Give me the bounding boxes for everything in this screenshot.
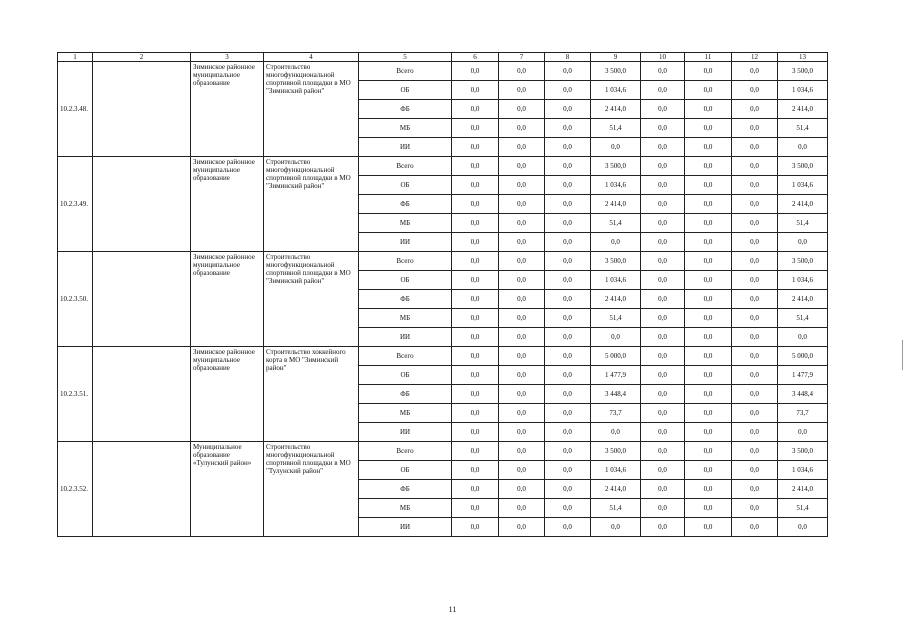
organization-name: Зиминское районное муниципальное образование bbox=[191, 62, 264, 157]
funding-source: ФБ bbox=[359, 100, 452, 119]
value-cell: 0,0 bbox=[685, 366, 732, 385]
value-cell: 0,0 bbox=[641, 366, 685, 385]
value-cell: 3 500,0 bbox=[778, 252, 828, 271]
value-cell: 0,0 bbox=[641, 176, 685, 195]
value-cell: 0,0 bbox=[452, 385, 499, 404]
value-cell: 0,0 bbox=[499, 214, 545, 233]
header-cell: 3 bbox=[191, 53, 264, 62]
funding-source: ОБ bbox=[359, 81, 452, 100]
value-cell: 0,0 bbox=[499, 309, 545, 328]
value-cell: 0,0 bbox=[499, 81, 545, 100]
value-cell: 0,0 bbox=[452, 366, 499, 385]
value-cell: 0,0 bbox=[685, 461, 732, 480]
value-cell: 0,0 bbox=[499, 366, 545, 385]
value-cell: 0,0 bbox=[641, 233, 685, 252]
funding-source: МБ bbox=[359, 404, 452, 423]
value-cell: 0,0 bbox=[732, 480, 778, 499]
funding-source: МБ bbox=[359, 499, 452, 518]
value-cell: 51,4 bbox=[778, 499, 828, 518]
value-cell: 0,0 bbox=[732, 461, 778, 480]
value-cell: 0,0 bbox=[499, 157, 545, 176]
value-cell: 0,0 bbox=[499, 290, 545, 309]
empty-cell bbox=[93, 62, 191, 157]
value-cell: 73,7 bbox=[591, 404, 641, 423]
value-cell: 0,0 bbox=[732, 233, 778, 252]
value-cell: 0,0 bbox=[732, 214, 778, 233]
value-cell: 0,0 bbox=[499, 499, 545, 518]
value-cell: 1 034,6 bbox=[591, 461, 641, 480]
value-cell: 0,0 bbox=[499, 461, 545, 480]
value-cell: 0,0 bbox=[499, 385, 545, 404]
value-cell: 0,0 bbox=[685, 309, 732, 328]
value-cell: 0,0 bbox=[685, 423, 732, 442]
value-cell: 0,0 bbox=[641, 461, 685, 480]
value-cell: 0,0 bbox=[452, 461, 499, 480]
value-cell: 0,0 bbox=[452, 100, 499, 119]
value-cell: 0,0 bbox=[545, 138, 591, 157]
funding-source: ФБ bbox=[359, 385, 452, 404]
value-cell: 0,0 bbox=[545, 309, 591, 328]
value-cell: 0,0 bbox=[685, 100, 732, 119]
value-cell: 0,0 bbox=[452, 442, 499, 461]
value-cell: 0,0 bbox=[732, 252, 778, 271]
value-cell: 0,0 bbox=[641, 138, 685, 157]
funding-source: ИИ bbox=[359, 328, 452, 347]
value-cell: 0,0 bbox=[591, 233, 641, 252]
empty-cell bbox=[93, 442, 191, 537]
value-cell: 0,0 bbox=[641, 480, 685, 499]
funding-source: Всего bbox=[359, 347, 452, 366]
value-cell: 0,0 bbox=[685, 157, 732, 176]
value-cell: 0,0 bbox=[452, 423, 499, 442]
value-cell: 0,0 bbox=[685, 138, 732, 157]
value-cell: 0,0 bbox=[778, 138, 828, 157]
value-cell: 0,0 bbox=[545, 366, 591, 385]
value-cell: 0,0 bbox=[641, 328, 685, 347]
header-cell: 4 bbox=[264, 53, 359, 62]
project-description: Строительство многофункциональной спортивной площадки в МО "Зиминский район" bbox=[264, 157, 359, 252]
value-cell: 0,0 bbox=[545, 385, 591, 404]
header-cell: 7 bbox=[499, 53, 545, 62]
value-cell: 51,4 bbox=[591, 214, 641, 233]
value-cell: 0,0 bbox=[732, 81, 778, 100]
value-cell: 1 034,6 bbox=[778, 461, 828, 480]
value-cell: 51,4 bbox=[591, 309, 641, 328]
funding-source: ФБ bbox=[359, 290, 452, 309]
empty-cell bbox=[93, 157, 191, 252]
value-cell: 0,0 bbox=[591, 423, 641, 442]
value-cell: 0,0 bbox=[641, 119, 685, 138]
value-cell: 0,0 bbox=[778, 328, 828, 347]
value-cell: 0,0 bbox=[452, 404, 499, 423]
value-cell: 0,0 bbox=[452, 518, 499, 537]
value-cell: 0,0 bbox=[499, 271, 545, 290]
header-cell: 2 bbox=[93, 53, 191, 62]
value-cell: 0,0 bbox=[499, 442, 545, 461]
funding-source: Всего bbox=[359, 157, 452, 176]
value-cell: 3 500,0 bbox=[778, 442, 828, 461]
value-cell: 0,0 bbox=[545, 423, 591, 442]
value-cell: 0,0 bbox=[591, 518, 641, 537]
organization-name: Зиминское районное муниципальное образование bbox=[191, 157, 264, 252]
value-cell: 0,0 bbox=[685, 385, 732, 404]
value-cell: 0,0 bbox=[732, 385, 778, 404]
value-cell: 0,0 bbox=[545, 347, 591, 366]
funding-source: МБ bbox=[359, 214, 452, 233]
project-description: Строительство многофункциональной спортивной площадки в МО "Зиминский район" bbox=[264, 62, 359, 157]
value-cell: 0,0 bbox=[732, 423, 778, 442]
value-cell: 0,0 bbox=[732, 309, 778, 328]
value-cell: 3 500,0 bbox=[591, 252, 641, 271]
value-cell: 1 034,6 bbox=[591, 81, 641, 100]
project-description: Строительство многофункциональной спортивной площадки в МО "Тулунский район" bbox=[264, 442, 359, 537]
value-cell: 0,0 bbox=[641, 252, 685, 271]
funding-source: ФБ bbox=[359, 480, 452, 499]
value-cell: 51,4 bbox=[778, 214, 828, 233]
value-cell: 0,0 bbox=[452, 309, 499, 328]
value-cell: 0,0 bbox=[685, 62, 732, 81]
organization-name: Зиминское районное муниципальное образование bbox=[191, 252, 264, 347]
header-cell: 11 bbox=[685, 53, 732, 62]
funding-source: ИИ bbox=[359, 518, 452, 537]
value-cell: 0,0 bbox=[545, 499, 591, 518]
value-cell: 0,0 bbox=[499, 176, 545, 195]
value-cell: 1 034,6 bbox=[778, 271, 828, 290]
value-cell: 0,0 bbox=[685, 328, 732, 347]
value-cell: 2 414,0 bbox=[591, 100, 641, 119]
value-cell: 0,0 bbox=[685, 347, 732, 366]
value-cell: 0,0 bbox=[545, 480, 591, 499]
value-cell: 0,0 bbox=[452, 195, 499, 214]
value-cell: 0,0 bbox=[732, 518, 778, 537]
header-cell: 13 bbox=[778, 53, 828, 62]
value-cell: 1 034,6 bbox=[591, 176, 641, 195]
value-cell: 0,0 bbox=[685, 290, 732, 309]
value-cell: 1 477,9 bbox=[591, 366, 641, 385]
value-cell: 0,0 bbox=[545, 404, 591, 423]
project-description: Строительство хоккейного корта в МО "Зиминский район" bbox=[264, 347, 359, 442]
value-cell: 0,0 bbox=[452, 499, 499, 518]
value-cell: 0,0 bbox=[732, 62, 778, 81]
value-cell: 0,0 bbox=[545, 157, 591, 176]
table-row bbox=[58, 347, 828, 366]
value-cell: 0,0 bbox=[641, 347, 685, 366]
value-cell: 0,0 bbox=[452, 233, 499, 252]
value-cell: 0,0 bbox=[732, 195, 778, 214]
funding-source: ИИ bbox=[359, 233, 452, 252]
value-cell: 3 500,0 bbox=[591, 157, 641, 176]
organization-name: Муниципальное образование «Тулунский район» bbox=[191, 442, 264, 537]
value-cell: 5 000,0 bbox=[778, 347, 828, 366]
value-cell: 0,0 bbox=[499, 423, 545, 442]
value-cell: 0,0 bbox=[545, 328, 591, 347]
value-cell: 0,0 bbox=[452, 347, 499, 366]
value-cell: 0,0 bbox=[499, 404, 545, 423]
value-cell: 0,0 bbox=[499, 138, 545, 157]
value-cell: 0,0 bbox=[499, 480, 545, 499]
funding-source: Всего bbox=[359, 252, 452, 271]
table-body bbox=[58, 53, 828, 537]
value-cell: 0,0 bbox=[685, 195, 732, 214]
funding-source: Всего bbox=[359, 442, 452, 461]
value-cell: 0,0 bbox=[452, 119, 499, 138]
funding-source: ФБ bbox=[359, 195, 452, 214]
value-cell: 0,0 bbox=[545, 81, 591, 100]
value-cell: 3 500,0 bbox=[591, 442, 641, 461]
value-cell: 0,0 bbox=[685, 233, 732, 252]
value-cell: 0,0 bbox=[545, 119, 591, 138]
value-cell: 0,0 bbox=[641, 271, 685, 290]
value-cell: 0,0 bbox=[641, 423, 685, 442]
value-cell: 0,0 bbox=[732, 271, 778, 290]
value-cell: 0,0 bbox=[732, 328, 778, 347]
value-cell: 0,0 bbox=[685, 499, 732, 518]
value-cell: 3 448,4 bbox=[778, 385, 828, 404]
value-cell: 0,0 bbox=[452, 62, 499, 81]
value-cell: 0,0 bbox=[685, 176, 732, 195]
value-cell: 0,0 bbox=[641, 214, 685, 233]
value-cell: 0,0 bbox=[499, 518, 545, 537]
value-cell: 0,0 bbox=[452, 214, 499, 233]
organization-name: Зиминское районное муниципальное образование bbox=[191, 347, 264, 442]
value-cell: 0,0 bbox=[452, 252, 499, 271]
funding-source: МБ bbox=[359, 309, 452, 328]
value-cell: 0,0 bbox=[545, 195, 591, 214]
value-cell: 0,0 bbox=[641, 385, 685, 404]
value-cell: 0,0 bbox=[545, 442, 591, 461]
funding-source: ИИ bbox=[359, 423, 452, 442]
item-code: 10.2.3.51. bbox=[58, 347, 93, 442]
value-cell: 0,0 bbox=[452, 81, 499, 100]
value-cell: 0,0 bbox=[452, 138, 499, 157]
value-cell: 0,0 bbox=[685, 119, 732, 138]
value-cell: 2 414,0 bbox=[778, 195, 828, 214]
value-cell: 0,0 bbox=[685, 480, 732, 499]
header-cell: 9 bbox=[591, 53, 641, 62]
funding-source: ИИ bbox=[359, 138, 452, 157]
table-row bbox=[58, 252, 828, 271]
value-cell: 3 500,0 bbox=[778, 157, 828, 176]
header-cell: 10 bbox=[641, 53, 685, 62]
value-cell: 0,0 bbox=[778, 518, 828, 537]
value-cell: 0,0 bbox=[499, 62, 545, 81]
value-cell: 0,0 bbox=[685, 81, 732, 100]
value-cell: 3 448,4 bbox=[591, 385, 641, 404]
value-cell: 0,0 bbox=[499, 119, 545, 138]
table-row bbox=[58, 62, 828, 81]
value-cell: 0,0 bbox=[545, 461, 591, 480]
value-cell: 51,4 bbox=[591, 499, 641, 518]
value-cell: 51,4 bbox=[778, 119, 828, 138]
value-cell: 0,0 bbox=[732, 404, 778, 423]
value-cell: 0,0 bbox=[641, 290, 685, 309]
value-cell: 0,0 bbox=[641, 404, 685, 423]
value-cell: 0,0 bbox=[732, 100, 778, 119]
value-cell: 0,0 bbox=[685, 271, 732, 290]
empty-cell bbox=[93, 252, 191, 347]
empty-cell bbox=[93, 347, 191, 442]
value-cell: 2 414,0 bbox=[778, 480, 828, 499]
value-cell: 0,0 bbox=[545, 518, 591, 537]
value-cell: 0,0 bbox=[641, 442, 685, 461]
table-row bbox=[58, 157, 828, 176]
page-number: 11 bbox=[448, 605, 457, 614]
value-cell: 0,0 bbox=[641, 309, 685, 328]
funding-source: ОБ bbox=[359, 461, 452, 480]
value-cell: 0,0 bbox=[641, 62, 685, 81]
program-table bbox=[57, 52, 828, 537]
value-cell: 2 414,0 bbox=[591, 290, 641, 309]
value-cell: 2 414,0 bbox=[778, 290, 828, 309]
value-cell: 0,0 bbox=[591, 138, 641, 157]
value-cell: 1 034,6 bbox=[778, 176, 828, 195]
header-cell: 5 bbox=[359, 53, 452, 62]
value-cell: 0,0 bbox=[732, 499, 778, 518]
value-cell: 1 034,6 bbox=[591, 271, 641, 290]
value-cell: 0,0 bbox=[778, 423, 828, 442]
header-cell: 8 bbox=[545, 53, 591, 62]
value-cell: 3 500,0 bbox=[591, 62, 641, 81]
value-cell: 0,0 bbox=[545, 252, 591, 271]
item-code: 10.2.3.48. bbox=[58, 62, 93, 157]
value-cell: 0,0 bbox=[778, 233, 828, 252]
value-cell: 0,0 bbox=[545, 214, 591, 233]
item-code: 10.2.3.49. bbox=[58, 157, 93, 252]
funding-source: МБ bbox=[359, 119, 452, 138]
funding-source: Всего bbox=[359, 62, 452, 81]
table-row bbox=[58, 442, 828, 461]
value-cell: 0,0 bbox=[685, 518, 732, 537]
value-cell: 0,0 bbox=[452, 157, 499, 176]
value-cell: 0,0 bbox=[641, 499, 685, 518]
value-cell: 0,0 bbox=[641, 518, 685, 537]
value-cell: 0,0 bbox=[685, 404, 732, 423]
value-cell: 0,0 bbox=[452, 176, 499, 195]
value-cell: 0,0 bbox=[641, 81, 685, 100]
value-cell: 5 000,0 bbox=[591, 347, 641, 366]
header-row bbox=[58, 53, 828, 62]
value-cell: 0,0 bbox=[452, 328, 499, 347]
value-cell: 0,0 bbox=[545, 62, 591, 81]
project-description: Строительство многофункциональной спортивной площадки в МО "Зиминский район" bbox=[264, 252, 359, 347]
value-cell: 0,0 bbox=[732, 442, 778, 461]
value-cell: 0,0 bbox=[452, 271, 499, 290]
value-cell: 0,0 bbox=[499, 328, 545, 347]
value-cell: 0,0 bbox=[499, 233, 545, 252]
value-cell: 0,0 bbox=[499, 252, 545, 271]
header-cell: 1 bbox=[58, 53, 93, 62]
value-cell: 0,0 bbox=[452, 480, 499, 499]
value-cell: 1 034,6 bbox=[778, 81, 828, 100]
value-cell: 0,0 bbox=[685, 442, 732, 461]
value-cell: 0,0 bbox=[732, 138, 778, 157]
value-cell: 0,0 bbox=[732, 290, 778, 309]
value-cell: 0,0 bbox=[732, 366, 778, 385]
value-cell: 0,0 bbox=[545, 271, 591, 290]
value-cell: 0,0 bbox=[545, 233, 591, 252]
value-cell: 0,0 bbox=[641, 195, 685, 214]
scan-edge-mark bbox=[902, 340, 903, 370]
header-cell: 12 bbox=[732, 53, 778, 62]
value-cell: 0,0 bbox=[452, 290, 499, 309]
value-cell: 0,0 bbox=[732, 119, 778, 138]
value-cell: 0,0 bbox=[545, 176, 591, 195]
value-cell: 0,0 bbox=[685, 252, 732, 271]
item-code: 10.2.3.52. bbox=[58, 442, 93, 537]
funding-source: ОБ bbox=[359, 366, 452, 385]
value-cell: 0,0 bbox=[732, 347, 778, 366]
value-cell: 1 477,9 bbox=[778, 366, 828, 385]
value-cell: 0,0 bbox=[641, 157, 685, 176]
value-cell: 0,0 bbox=[685, 214, 732, 233]
funding-source: ОБ bbox=[359, 271, 452, 290]
value-cell: 0,0 bbox=[499, 195, 545, 214]
value-cell: 2 414,0 bbox=[591, 195, 641, 214]
value-cell: 0,0 bbox=[732, 176, 778, 195]
value-cell: 2 414,0 bbox=[591, 480, 641, 499]
value-cell: 0,0 bbox=[732, 157, 778, 176]
value-cell: 0,0 bbox=[545, 100, 591, 119]
value-cell: 0,0 bbox=[499, 100, 545, 119]
value-cell: 2 414,0 bbox=[778, 100, 828, 119]
value-cell: 0,0 bbox=[641, 100, 685, 119]
item-code: 10.2.3.50. bbox=[58, 252, 93, 347]
value-cell: 51,4 bbox=[591, 119, 641, 138]
value-cell: 73,7 bbox=[778, 404, 828, 423]
value-cell: 0,0 bbox=[499, 347, 545, 366]
header-cell: 6 bbox=[452, 53, 499, 62]
funding-source: ОБ bbox=[359, 176, 452, 195]
value-cell: 0,0 bbox=[545, 290, 591, 309]
value-cell: 0,0 bbox=[591, 328, 641, 347]
value-cell: 3 500,0 bbox=[778, 62, 828, 81]
value-cell: 51,4 bbox=[778, 309, 828, 328]
